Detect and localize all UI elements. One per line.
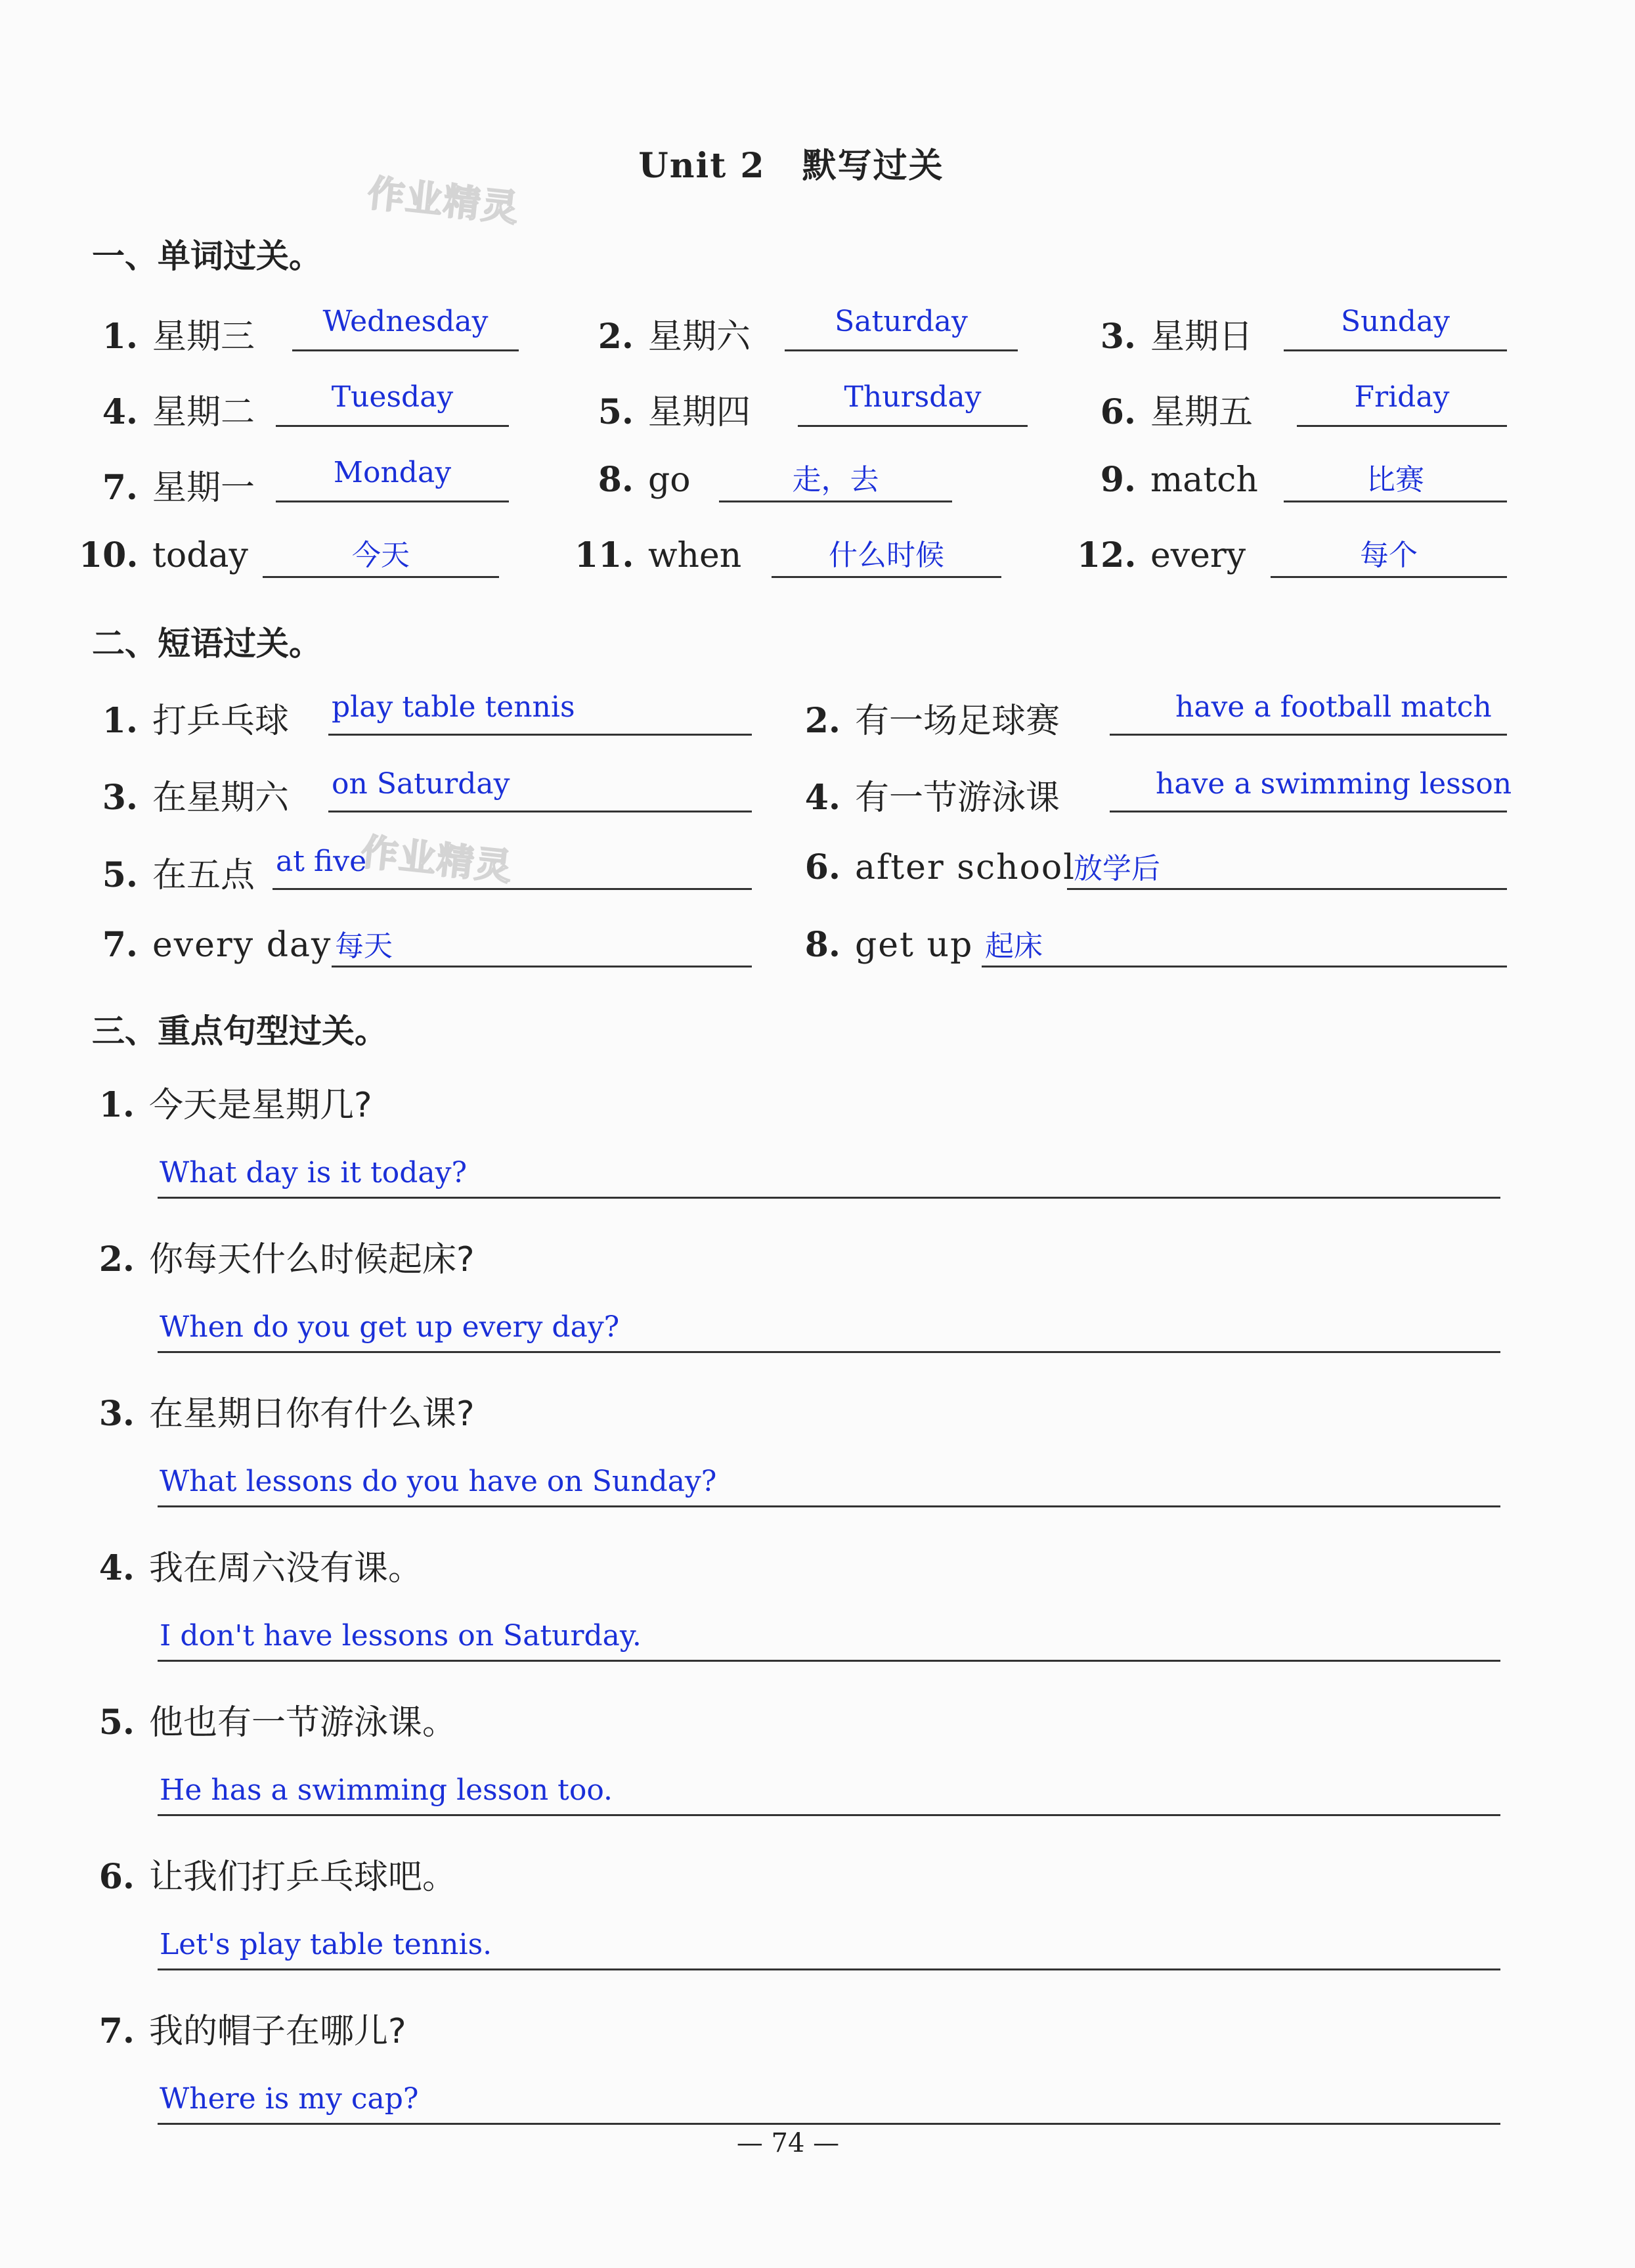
answer-line (276, 425, 509, 427)
section-phrases-title: 二、短语过关。 (92, 625, 322, 663)
word-answer: Sunday (1340, 305, 1450, 338)
phrase-answer: play table tennis (332, 690, 575, 724)
word-prompt: 星期一 (152, 468, 255, 508)
page-number: — 74 — (736, 2128, 840, 2158)
word-prompt: every (1150, 536, 1246, 575)
item-number: 5. (598, 392, 634, 432)
sentence-answer: What lessons do you have on Sunday? (160, 1465, 717, 1498)
word-answer: 比赛 (1366, 463, 1424, 497)
word-answer: 什么时候 (829, 539, 944, 572)
word-prompt: 星期六 (648, 317, 751, 357)
answer-line (328, 811, 752, 812)
item-number: 8. (804, 925, 840, 965)
phrase-prompt: every day (152, 925, 332, 965)
phrase-prompt: 在五点 (152, 856, 255, 895)
word-prompt: match (1150, 460, 1258, 500)
answer-line (1284, 349, 1507, 351)
item-number: 6. (804, 847, 840, 887)
sentence-prompt: 在星期日你有什么课? (149, 1394, 475, 1434)
word-answer: Monday (333, 456, 452, 489)
phrase-item (79, 693, 289, 742)
item-number: 6. (1100, 392, 1136, 432)
sentence-answer: Where is my cap? (160, 2082, 419, 2116)
item-number: 2. (598, 317, 634, 357)
item-number: 5. (98, 1702, 135, 1743)
item-number: 10. (79, 535, 139, 575)
sentence-item (76, 1232, 475, 1281)
word-prompt: 星期四 (648, 393, 751, 432)
sentence-answer: When do you get up every day? (160, 1310, 620, 1344)
item-number: 7. (102, 468, 138, 508)
phrase-answer: have a football match (1175, 690, 1492, 724)
phrase-answer: 放学后 (1074, 852, 1160, 885)
phrase-item (79, 925, 332, 965)
word-item (575, 535, 741, 575)
answer-line (158, 1505, 1500, 1507)
word-item (1077, 535, 1246, 575)
sentence-item (76, 1849, 456, 1898)
phrase-item (781, 693, 1060, 742)
word-item (79, 384, 255, 434)
item-number: 4. (804, 778, 840, 818)
phrase-prompt: get up (855, 925, 974, 965)
word-answer: Wednesday (322, 305, 489, 338)
item-number: 2. (98, 1239, 135, 1279)
item-number: 2. (804, 701, 840, 741)
phrase-prompt: 有一节游泳课 (855, 778, 1060, 818)
sentence-prompt: 我在周六没有课。 (149, 1549, 423, 1588)
answer-line (328, 734, 752, 736)
item-number: 3. (102, 778, 138, 818)
answer-line (1297, 425, 1507, 427)
item-number: 1. (102, 317, 138, 357)
unit-label: Unit 2 (638, 146, 766, 186)
word-item (575, 460, 691, 500)
answer-line (1110, 811, 1507, 812)
word-prompt: 星期五 (1150, 393, 1254, 432)
page-title (0, 138, 1582, 187)
answer-line (158, 1351, 1500, 1353)
title-label: 默写过关 (802, 146, 944, 186)
item-number: 11. (575, 535, 634, 575)
word-item (79, 535, 248, 575)
phrase-prompt: after school (855, 848, 1076, 887)
word-prompt: go (648, 460, 691, 500)
item-number: 12. (1077, 535, 1137, 575)
watermark-mid: 作业精灵 (359, 831, 515, 889)
item-number: 9. (1100, 460, 1136, 500)
word-answer: Friday (1354, 380, 1450, 414)
word-answer: Thursday (844, 380, 982, 414)
phrase-answer: have a swimming lesson (1156, 767, 1512, 801)
word-answer: 每个 (1360, 539, 1418, 572)
answer-line (158, 1660, 1500, 1662)
answer-line (772, 576, 1001, 578)
word-prompt: today (152, 536, 248, 575)
sentence-answer: I don't have lessons on Saturday. (160, 1619, 642, 1653)
phrase-prompt: 有一场足球赛 (855, 701, 1060, 741)
answer-line (158, 1968, 1500, 1970)
answer-line (1271, 576, 1507, 578)
sentence-prompt: 你每天什么时候起床? (149, 1240, 475, 1279)
phrase-answer: at five (276, 845, 367, 878)
answer-line (1067, 888, 1507, 890)
phrase-prompt: 在星期六 (152, 778, 290, 818)
answer-line (158, 2123, 1500, 2125)
sentence-answer: He has a swimming lesson too. (160, 1773, 613, 1807)
answer-line (292, 349, 519, 351)
item-number: 3. (1100, 317, 1136, 357)
answer-line (158, 1814, 1500, 1816)
answer-line (332, 966, 752, 967)
word-answer: 走，去 (792, 463, 879, 497)
item-number: 4. (102, 392, 138, 432)
sentence-item (76, 1077, 372, 1126)
word-item (79, 460, 255, 509)
sentence-prompt: 他也有一节游泳课。 (149, 1703, 457, 1743)
answer-line (798, 425, 1028, 427)
section-words-title: 一、单词过关。 (92, 237, 322, 275)
answer-line (1284, 500, 1507, 502)
item-number: 3. (98, 1394, 135, 1434)
word-prompt: 星期三 (152, 317, 255, 357)
word-prompt: 星期日 (1150, 317, 1254, 357)
item-number: 6. (98, 1857, 135, 1897)
sentence-item (76, 1386, 475, 1435)
word-item (1077, 460, 1258, 500)
word-answer: Tuesday (331, 380, 454, 414)
word-item (79, 309, 255, 358)
word-prompt: 星期二 (152, 393, 255, 432)
phrase-answer: on Saturday (332, 767, 510, 801)
word-item (575, 309, 751, 358)
sentence-prompt: 我的帽子在哪儿? (149, 2012, 406, 2051)
phrase-item (79, 847, 255, 897)
phrase-item (781, 847, 1076, 887)
item-number: 1. (98, 1085, 135, 1125)
answer-line (272, 888, 752, 890)
word-answer: 今天 (352, 539, 410, 572)
phrase-item (781, 925, 973, 965)
word-item (1077, 309, 1253, 358)
item-number: 5. (102, 855, 138, 895)
answer-line (158, 1197, 1500, 1199)
word-answer: Saturday (835, 305, 968, 338)
sentence-item (76, 2003, 406, 2053)
phrase-item (79, 770, 289, 819)
word-item (575, 384, 751, 434)
phrase-answer: 每天 (335, 929, 393, 963)
phrase-prompt: 打乒乓球 (152, 701, 290, 741)
answer-line (785, 349, 1018, 351)
sentence-item (76, 1695, 456, 1744)
answer-line (263, 576, 499, 578)
phrase-item (781, 770, 1060, 819)
item-number: 8. (598, 460, 634, 500)
answer-line (982, 966, 1507, 967)
answer-line (719, 500, 952, 502)
answer-line (276, 500, 509, 502)
item-number: 7. (98, 2011, 135, 2051)
sentence-answer: Let's play table tennis. (160, 1928, 492, 1961)
watermark-top: 作业精灵 (365, 172, 522, 231)
word-item (1077, 384, 1253, 434)
sentence-prompt: 让我们打乒乓球吧。 (149, 1857, 457, 1897)
phrase-answer: 起床 (985, 929, 1043, 963)
sentence-item (76, 1540, 422, 1590)
word-prompt: when (648, 536, 742, 575)
item-number: 4. (98, 1548, 135, 1588)
item-number: 1. (102, 701, 138, 741)
sentence-answer: What day is it today? (160, 1156, 468, 1190)
sentence-prompt: 今天是星期几? (149, 1086, 372, 1125)
answer-line (1110, 734, 1507, 736)
section-sentences-title: 三、重点句型过关。 (92, 1012, 387, 1050)
item-number: 7. (102, 925, 138, 965)
